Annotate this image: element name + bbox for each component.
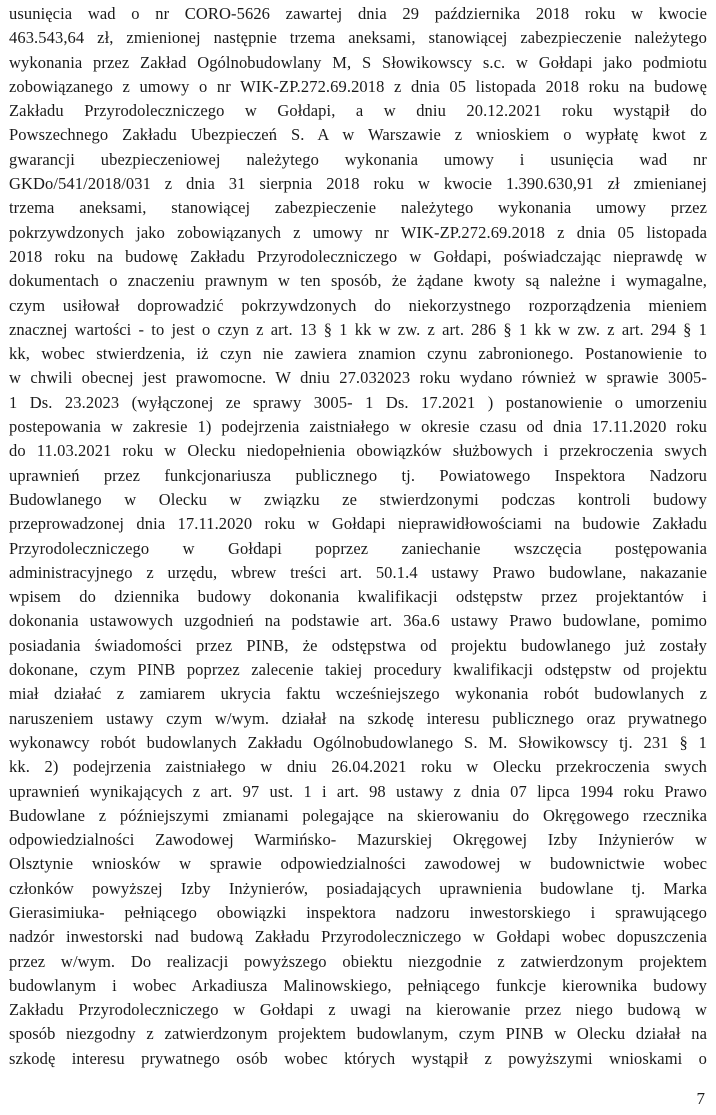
text-line: odpowiedzialności Zawodowej Warmińsko- Mazurskiej Okręgowej Izby Inżynierów w xyxy=(9,830,707,850)
text-line: sposób niezgodny z zatwierdzonym projektem budowlanym, czym PINB w Olecku działał na xyxy=(9,1024,707,1044)
text-line: naruszeniem ustawy czym w/wym. działał na szkodę interesu publicznego oraz prywatnego xyxy=(9,708,707,728)
text-line: przeprowadzonej dnia 17.11.2020 roku w Gołdapi nieprawidłowościami na budowie Zakładu xyxy=(9,514,707,534)
text-line: Zakładu Przyrodoleczniczego w Gołdapi z uwagi na kierowanie przez niego budową w xyxy=(9,1000,707,1020)
text-line: Budowlanego w Olecku w związku ze stwierdzonymi podczas kontroli budowy xyxy=(9,489,707,509)
text-line: zobowiązanego z umowy o nr WIK-ZP.272.69.2018 z dnia 05 listopada 2018 roku na budowę xyxy=(9,76,707,96)
document-body-text xyxy=(9,2,707,1071)
text-line: wpisem do dziennika budowy dokonania kwalifikacji odstępstw przez projektantów i xyxy=(9,587,707,607)
text-line: Powszechnego Zakładu Ubezpieczeń S. A w Warszawie z wnioskiem o wypłatę kwot z xyxy=(9,125,707,145)
text-line: uprawnień przez funkcjonariusza publicznego tj. Powiatowego Inspektora Nadzoru xyxy=(9,465,707,485)
text-line: Budowlane z późniejszymi zmianami polegające na skierowaniu do Okręgowego rzecznika xyxy=(9,805,707,825)
text-line: dokonania ustawowych uzgodnień na podstawie art. 36a.6 ustawy Prawo budowlane, pomimo xyxy=(9,611,707,631)
text-line: nadzór inwestorski nad budową Zakładu Przyrodoleczniczego w Gołdapi wobec dopuszczenia xyxy=(9,927,707,947)
text-line: dokonane, czym PINB poprzez zalecenie takiej procedury kwalifikacji odstępstw od projektu xyxy=(9,660,707,680)
text-line: w chwili obecnej jest prawomocne. W dniu 27.032023 roku wydano również w sprawie 3005- xyxy=(9,368,707,388)
text-line: trzema aneksami, stanowiącej zabezpieczenie należytego wykonania umowy przez xyxy=(9,198,707,218)
text-line: 2018 roku na budowę Zakładu Przyrodoleczniczego w Gołdapi, poświadczając nieprawdę w xyxy=(9,246,707,266)
text-line: 1 Ds. 23.2023 (wyłączonej ze sprawy 3005- 1 Ds. 17.2021 ) postanowienie o umorzeniu xyxy=(9,392,707,412)
text-line: dokumentach o znaczeniu prawnym w ten sposób, że żądane kwoty są należne i wymagalne, xyxy=(9,271,707,291)
text-line: gwarancji ubezpieczeniowej należytego wykonania umowy i usunięcia wad nr xyxy=(9,149,707,169)
text-line: miał działać z zamiarem ukrycia faktu wcześniejszego wykonania robót budowlanych z xyxy=(9,684,707,704)
text-line: wykonania przez Zakład Ogólnobudowlany M, S Słowikowscy s.c. w Gołdapi jako podmiotu xyxy=(9,52,707,72)
text-line: administracyjnego z urzędu, wbrew treści art. 50.1.4 ustawy Prawo budowlane, nakazanie xyxy=(9,562,707,582)
page-number: 7 xyxy=(696,1089,705,1108)
text-line: 463.543,64 zł, zmienionej następnie trzema aneksami, stanowiącej zabezpieczenie należytego xyxy=(9,28,707,48)
text-line: czym usiłował doprowadzić pokrzywdzonych do niekorzystnego rozporządzenia mieniem xyxy=(9,295,707,315)
text-line: znacznej wartości - to jest o czyn z art. 13 § 1 kk w zw. z art. 286 § 1 kk w zw. z art. 294 § 1 xyxy=(9,319,707,339)
text-line: budowlanym i wobec Arkadiusza Malinowskiego, pełniącego funkcje kierownika budowy xyxy=(9,975,707,995)
text-line: kk, wobec stwierdzenia, iż czyn nie zawiera znamion czynu zabronionego. Postanowienie to xyxy=(9,344,707,364)
text-line: Zakładu Przyrodoleczniczego w Gołdapi, a w dniu 20.12.2021 roku wystąpił do xyxy=(9,101,707,121)
text-line: kk. 2) podejrzenia zaistniałego w dniu 26.04.2021 roku w Olecku przekroczenia swych xyxy=(9,757,707,777)
text-line: do 11.03.2021 roku w Olecku niedopełnienia obowiązków służbowych i przekroczenia swych xyxy=(9,441,707,461)
text-line: Przyrodoleczniczego w Gołdapi poprzez zaniechanie wszczęcia postępowania xyxy=(9,538,707,558)
text-line: usunięcia wad o nr CORO-5626 zawartej dnia 29 października 2018 roku w kwocie xyxy=(9,4,707,23)
text-line: Olsztynie wniosków w sprawie odpowiedzialności zawodowej w budownictwie wobec xyxy=(9,854,707,874)
text-line: członków powyższej Izby Inżynierów, posiadających uprawnienia budowlane tj. Marka xyxy=(9,878,707,898)
text-line: uprawnień wynikających z art. 97 ust. 1 i art. 98 ustawy z dnia 07 lipca 1994 roku Prawo xyxy=(9,781,707,801)
text-line: szkodę interesu prywatnego osób wobec których wystąpił z powyższymi wnioskami o xyxy=(9,1048,707,1068)
text-line: pokrzywdzonych jako zobowiązanych z umowy nr WIK-ZP.272.69.2018 z dnia 05 listopada xyxy=(9,222,707,242)
text-line: GKDo/541/2018/031 z dnia 31 sierpnia 2018 roku w kwocie 1.390.630,91 zł zmienianej xyxy=(9,174,707,194)
text-line: Gierasimiuka- pełniącego obowiązki inspektora nadzoru inwestorskiego i sprawującego xyxy=(9,902,707,922)
text-line: przez w/wym. Do realizacji powyższego obiektu niezgodnie z zatwierdzonym projektem xyxy=(9,951,707,971)
text-line: wykonawcy robót budowlanych Zakładu Ogólnobudowlanego S. M. Słowikowscy tj. 231 § 1 xyxy=(9,732,707,752)
text-line: posiadania świadomości przez PINB, że odstępstwa od projektu budowlanego już zostały xyxy=(9,635,707,655)
text-line: postepowania w zakresie 1) podejrzenia zaistniałego w okresie czasu od dnia 17.11.2020 roku xyxy=(9,417,707,437)
